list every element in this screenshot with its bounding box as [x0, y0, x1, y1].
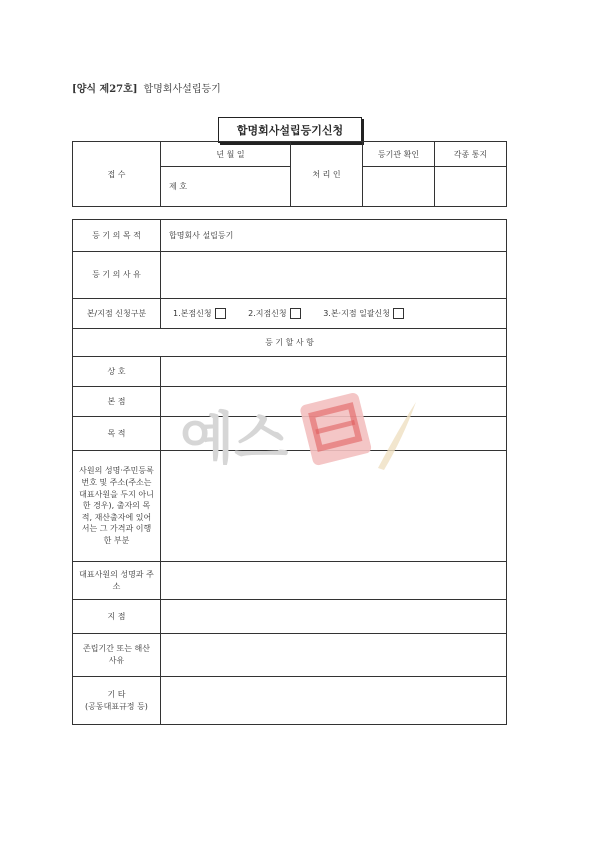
- section-header: 등 기 할 사 항: [73, 329, 507, 357]
- other-label-main: 기 타: [107, 689, 126, 699]
- duration-label: 존립기간 또는 해산사유: [73, 634, 161, 677]
- watermark-text: 예스: [180, 407, 289, 472]
- head-office-label: 본 점: [73, 387, 161, 417]
- purpose-label: 등 기 의 목 적: [73, 220, 161, 252]
- branch-office-field[interactable]: [161, 600, 507, 634]
- branch-options: [161, 299, 507, 329]
- other-label: [73, 677, 161, 725]
- table-row: [73, 451, 507, 562]
- table-row: [73, 417, 507, 451]
- branch-office-label: 지 점: [73, 600, 161, 634]
- table-row: [73, 252, 507, 299]
- option-head-office: 1.본점신청: [173, 309, 212, 318]
- receipt-table: [72, 141, 507, 207]
- purpose-value[interactable]: 합명회사 설립등기: [161, 220, 507, 252]
- receipt-date-field[interactable]: 년 월 일: [161, 142, 291, 167]
- other-label-sub: (공동대표규정 등): [85, 701, 148, 711]
- form-name: 합명회사설립등기: [143, 84, 221, 95]
- table-row: [73, 634, 507, 677]
- objective-label: 목 적: [73, 417, 161, 451]
- table-row: [73, 387, 507, 417]
- reason-field[interactable]: [161, 252, 507, 299]
- head-office-checkbox[interactable]: [215, 308, 226, 319]
- notices-field[interactable]: [435, 167, 507, 207]
- representative-label: 대표사원의 성명과 주소: [73, 562, 161, 600]
- duration-field[interactable]: [161, 634, 507, 677]
- form-number: [양식 제27호]: [72, 84, 138, 95]
- both-checkbox[interactable]: [393, 308, 404, 319]
- registration-table: [72, 219, 507, 725]
- other-field[interactable]: [161, 677, 507, 725]
- objective-field[interactable]: [161, 417, 507, 451]
- handler-label: 처 리 인: [291, 142, 363, 207]
- trade-name-label: 상 호: [73, 357, 161, 387]
- table-row: [73, 562, 507, 600]
- trade-name-field[interactable]: [161, 357, 507, 387]
- receipt-label: 접 수: [73, 142, 161, 207]
- branch-type-label: 본/지점 신청구분: [73, 299, 161, 329]
- receipt-number-field[interactable]: 제 호: [161, 167, 291, 207]
- table-row: [73, 220, 507, 252]
- form-header: [72, 80, 221, 95]
- registry-check-field[interactable]: [363, 167, 435, 207]
- table-row: [73, 677, 507, 725]
- branch-checkbox[interactable]: [290, 308, 301, 319]
- registry-check-label: 등기관 확인: [363, 142, 435, 167]
- representative-field[interactable]: [161, 562, 507, 600]
- table-row: [73, 600, 507, 634]
- table-row: [73, 329, 507, 357]
- notices-label: 각종 통지: [435, 142, 507, 167]
- table-row: [73, 299, 507, 329]
- members-label: 사원의 성명·주민등록번호 및 주소(주소는 대표사원을 두지 아니한 경우), 출자의 목적, 재산출자에 있어서는 그 가격과 이행한 부분: [73, 451, 161, 562]
- reason-label: 등 기 의 사 유: [73, 252, 161, 299]
- option-both: 3.본·지점 일괄신청: [323, 309, 391, 318]
- option-branch: 2.지점신청: [248, 309, 287, 318]
- table-row: [73, 357, 507, 387]
- form-title: 합명회사설립등기신청: [218, 117, 362, 143]
- members-field[interactable]: [161, 451, 507, 562]
- head-office-field[interactable]: [161, 387, 507, 417]
